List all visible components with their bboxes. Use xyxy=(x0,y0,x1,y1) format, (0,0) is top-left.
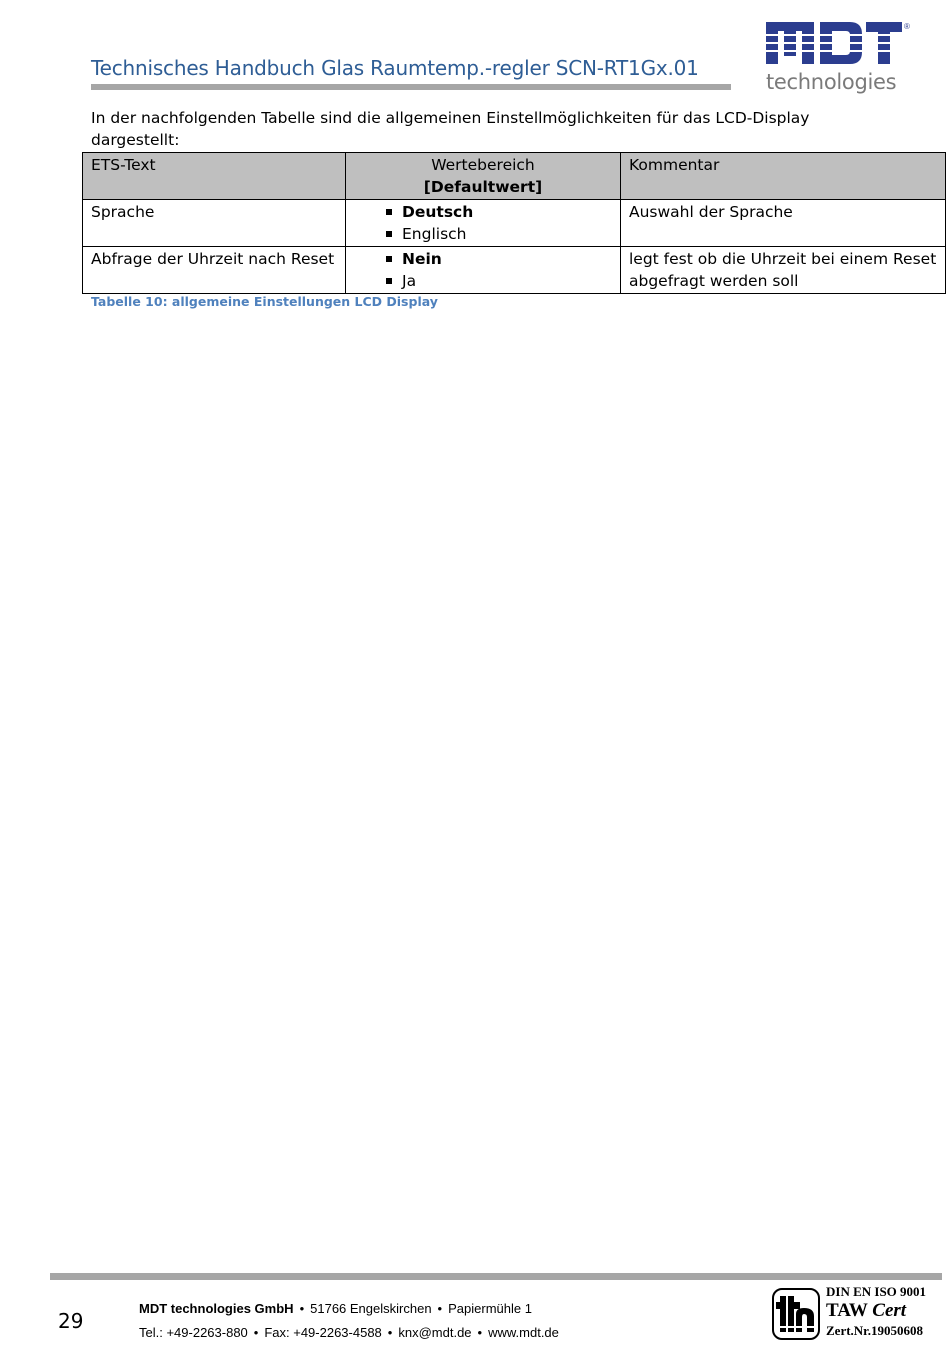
footer-contact xyxy=(139,1325,559,1340)
footer-city: 51766 Engelskirchen xyxy=(310,1301,432,1316)
intro-paragraph: In der nachfolgenden Tabelle sind die allgemeinen Einstellmöglichkeiten für das LCD-Display dargestellt: xyxy=(91,109,810,149)
settings-table xyxy=(82,152,946,294)
cert-name-cert: Cert xyxy=(872,1300,907,1321)
footer-divider xyxy=(50,1273,942,1280)
header-default-label: [Defaultwert] xyxy=(423,178,543,196)
footer-bullet: • xyxy=(437,1301,443,1316)
cert-name xyxy=(826,1300,926,1322)
row-comment: legt fest ob die Uhrzeit bei einem Reset abgefragt werden soll xyxy=(621,247,946,294)
row-comment: Auswahl der Sprache xyxy=(621,200,946,247)
footer-bullet: • xyxy=(387,1325,393,1340)
logo-subtext: technologies xyxy=(766,70,897,94)
mdt-logo xyxy=(764,20,914,100)
footer-company: MDT technologies GmbH xyxy=(139,1301,294,1316)
footer-bullet: • xyxy=(253,1325,259,1340)
cert-number: Zert.Nr.19050608 xyxy=(826,1323,924,1338)
row-ets-text: Abfrage der Uhrzeit nach Reset xyxy=(83,247,346,294)
table-row xyxy=(83,200,946,247)
footer-web[interactable]: www.mdt.de xyxy=(488,1325,559,1340)
mdt-logo-letters xyxy=(764,20,904,66)
table-header-row xyxy=(83,153,946,200)
option-item: Englisch xyxy=(386,223,612,245)
registered-mark: ® xyxy=(904,22,910,31)
footer-tel: Tel.: +49-2263-880 xyxy=(139,1325,248,1340)
certification-badge xyxy=(772,1284,942,1344)
table-caption: Tabelle 10: allgemeine Einstellungen LCD Display xyxy=(91,294,438,309)
option-list xyxy=(354,201,612,245)
header-range-label: Wertebereich xyxy=(431,156,535,174)
header-comment: Kommentar xyxy=(621,153,946,200)
option-default: Deutsch xyxy=(386,201,612,223)
footer-email[interactable]: knx@mdt.de xyxy=(398,1325,472,1340)
header-divider xyxy=(91,84,731,90)
option-item: Ja xyxy=(386,270,612,292)
cert-name-taw: TAW xyxy=(826,1300,868,1321)
document-title: Technisches Handbuch Glas Raumtemp.-regler SCN-RT1Gx.01 xyxy=(91,56,699,80)
cert-standard: DIN EN ISO 9001 xyxy=(826,1284,927,1299)
page-number: 29 xyxy=(58,1309,84,1333)
footer-fax: Fax: +49-2263-4588 xyxy=(264,1325,382,1340)
header-range xyxy=(346,153,621,200)
option-default: Nein xyxy=(386,248,612,270)
footer-street: Papiermühle 1 xyxy=(448,1301,532,1316)
table-row xyxy=(83,247,946,294)
option-list xyxy=(354,248,612,292)
row-options xyxy=(346,200,621,247)
header-ets-text: ETS-Text xyxy=(83,153,346,200)
row-options xyxy=(346,247,621,294)
footer-bullet: • xyxy=(477,1325,483,1340)
footer-address xyxy=(139,1301,532,1316)
row-ets-text: Sprache xyxy=(83,200,346,247)
taw-cert-icon xyxy=(772,1288,820,1340)
certification-text xyxy=(826,1284,926,1340)
footer-bullet: • xyxy=(299,1301,305,1316)
